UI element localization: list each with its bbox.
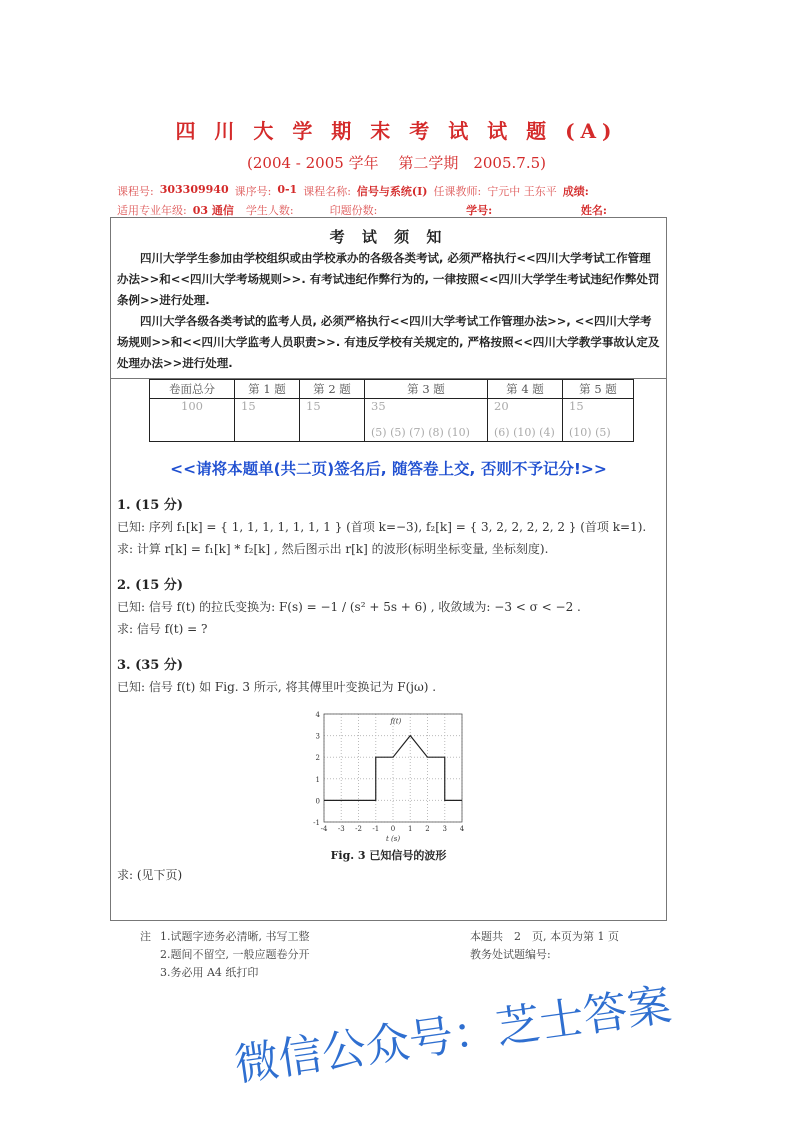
y-tick-label: 0: [315, 797, 320, 806]
y-tick-label: 2: [315, 754, 320, 763]
name-label: 姓名:: [580, 204, 607, 217]
y-tick-label: 4: [315, 711, 320, 719]
label: 印题份数:: [329, 204, 378, 217]
header-cell: 第 1 题: [235, 380, 300, 399]
x-tick-label: 0: [390, 825, 395, 833]
x-axis-label: t (s): [385, 835, 400, 843]
exam-title: 四 川 大 学 期 末 考 试 试 题 (A): [175, 119, 618, 143]
q1-given: 已知: 序列 f₁[k] = { 1, 1, 1, 1, 1, 1, 1 } (首项 k=−3), f₂[k] = { 3, 2, 2, 2, 2, 2 } (首项 k=1).: [117, 520, 647, 534]
fig3-caption: Fig. 3 已知信号的波形: [330, 849, 447, 862]
table-header-row: [150, 380, 634, 399]
y-tick-label: 1: [315, 775, 320, 784]
q2-ask: 求: 信号 f(t) = ?: [117, 622, 208, 636]
q2-given: 已知: 信号 f(t) 的拉氏变换为: F(s) = −1 / (s² + 5s + 6) , 收敛域为: −3 < σ < −2 .: [117, 600, 581, 614]
fig3-chart: [304, 704, 474, 844]
note-3: 3.务必用 A4 纸打印: [160, 966, 259, 979]
score-cell: [150, 399, 235, 442]
chart-title: f(t): [389, 717, 401, 726]
score-cell: [563, 399, 634, 442]
score-cell: [235, 399, 300, 442]
score-breakdown: (10) (5): [569, 426, 611, 439]
q2-title: 2. (15 分): [117, 578, 184, 593]
course-name: 信号与系统(I): [356, 185, 428, 198]
exam-subtitle: (2004 - 2005 学年 第二学期 2005.7.5): [247, 154, 546, 172]
q3-title: 3. (35 分): [117, 658, 184, 673]
q3-given: 已知: 信号 f(t) 如 Fig. 3 所示, 将其傅里叶变换记为 F(jω) .: [117, 680, 437, 694]
note-label: 注: [140, 930, 151, 943]
x-tick-label: 4: [459, 825, 464, 833]
score: 15: [569, 399, 584, 413]
x-tick-label: -4: [320, 825, 327, 833]
x-tick-label: 2: [424, 825, 430, 833]
header-cell: 第 2 题: [300, 380, 365, 399]
notice-paragraph-2: 四川大学各级各类考试的监考人员, 必须严格执行<<四川大学考试工作管理办法>>, <<四川大学考场规则>>和<<四川大学监考人员职责>>. 有违反学校有关规定的, 严格按照<<四川大学教学事故认定及处理办法>>进行处理.: [117, 314, 660, 370]
major: 03 通信: [192, 204, 234, 217]
x-tick-label: -1: [371, 825, 379, 833]
score: 20: [494, 399, 509, 413]
score: 15: [306, 399, 321, 413]
course-seq: 0-1: [277, 183, 298, 196]
y-tick-label: 3: [315, 732, 320, 741]
label: 课程号:: [117, 185, 154, 198]
header-cell: 第 5 题: [563, 380, 634, 399]
label: 任课教师:: [433, 185, 482, 198]
note-1: 1.试题字迹务必清晰, 书写工整: [160, 930, 310, 943]
score-cell: [300, 399, 365, 442]
score-label: 成绩:: [562, 185, 589, 198]
course-info-line: [117, 183, 677, 199]
x-tick-label: 3: [442, 825, 447, 833]
exam-code-label: 教务处试题编号:: [470, 948, 551, 961]
score-cell: [365, 399, 488, 442]
score: 15: [241, 399, 256, 413]
submit-banner: <<请将本题单(共二页)签名后, 随答卷上交, 否则不予记分!>>: [170, 460, 607, 478]
q3-ask: 求: (见下页): [117, 868, 183, 882]
course-number: 303309940: [159, 183, 229, 196]
label: 课序号:: [234, 185, 272, 198]
score: 35: [371, 399, 386, 413]
label: 学生人数:: [245, 204, 294, 217]
label: 适用专业年级:: [117, 204, 187, 217]
x-tick-label: -3: [337, 825, 345, 833]
x-tick-label: 1: [407, 825, 412, 833]
student-id-label: 学号:: [466, 204, 493, 217]
score: 100: [181, 399, 203, 413]
fig3-container: [117, 704, 660, 848]
watermark: 微信公众号：芝士答案: [231, 979, 675, 1092]
score-breakdown: (5) (5) (7) (8) (10): [371, 426, 470, 439]
q1-ask: 求: 计算 r[k] = f₁[k] * f₂[k] , 然后图示出 r[k] 的波形(标明坐标变量, 坐标刻度).: [117, 542, 549, 556]
header-cell: 第 3 题: [365, 380, 488, 399]
page-count: 本题共 2 页, 本页为第 1 页: [470, 930, 619, 943]
score-breakdown: (6) (10) (4): [494, 426, 555, 439]
x-tick-label: -2: [354, 825, 362, 833]
teacher: 宁元中 王东平: [487, 185, 557, 198]
table-row: [150, 399, 634, 442]
major-info-line: [117, 202, 677, 218]
notice-paragraph-1: 四川大学学生参加由学校组织或由学校承办的各级各类考试, 必须严格执行<<四川大学考试工作管理办法>>和<<四川大学考场规则>>. 有考试违纪作弊行为的, 一律按照<<四川大学学生考试违纪作弊处罚条例>>进行处理.: [117, 251, 660, 307]
score-table: [149, 379, 634, 442]
header-cell: 第 4 题: [488, 380, 563, 399]
score-cell: [488, 399, 563, 442]
y-tick-label: -1: [312, 819, 320, 827]
exam-body: [110, 217, 667, 921]
label: 课程名称:: [303, 185, 351, 198]
note-2: 2.题间不留空, 一般应题卷分开: [160, 948, 310, 961]
notice-heading: 考 试 须 知: [329, 228, 448, 246]
q1-title: 1. (15 分): [117, 498, 184, 513]
header-cell: 卷面总分: [150, 380, 235, 399]
